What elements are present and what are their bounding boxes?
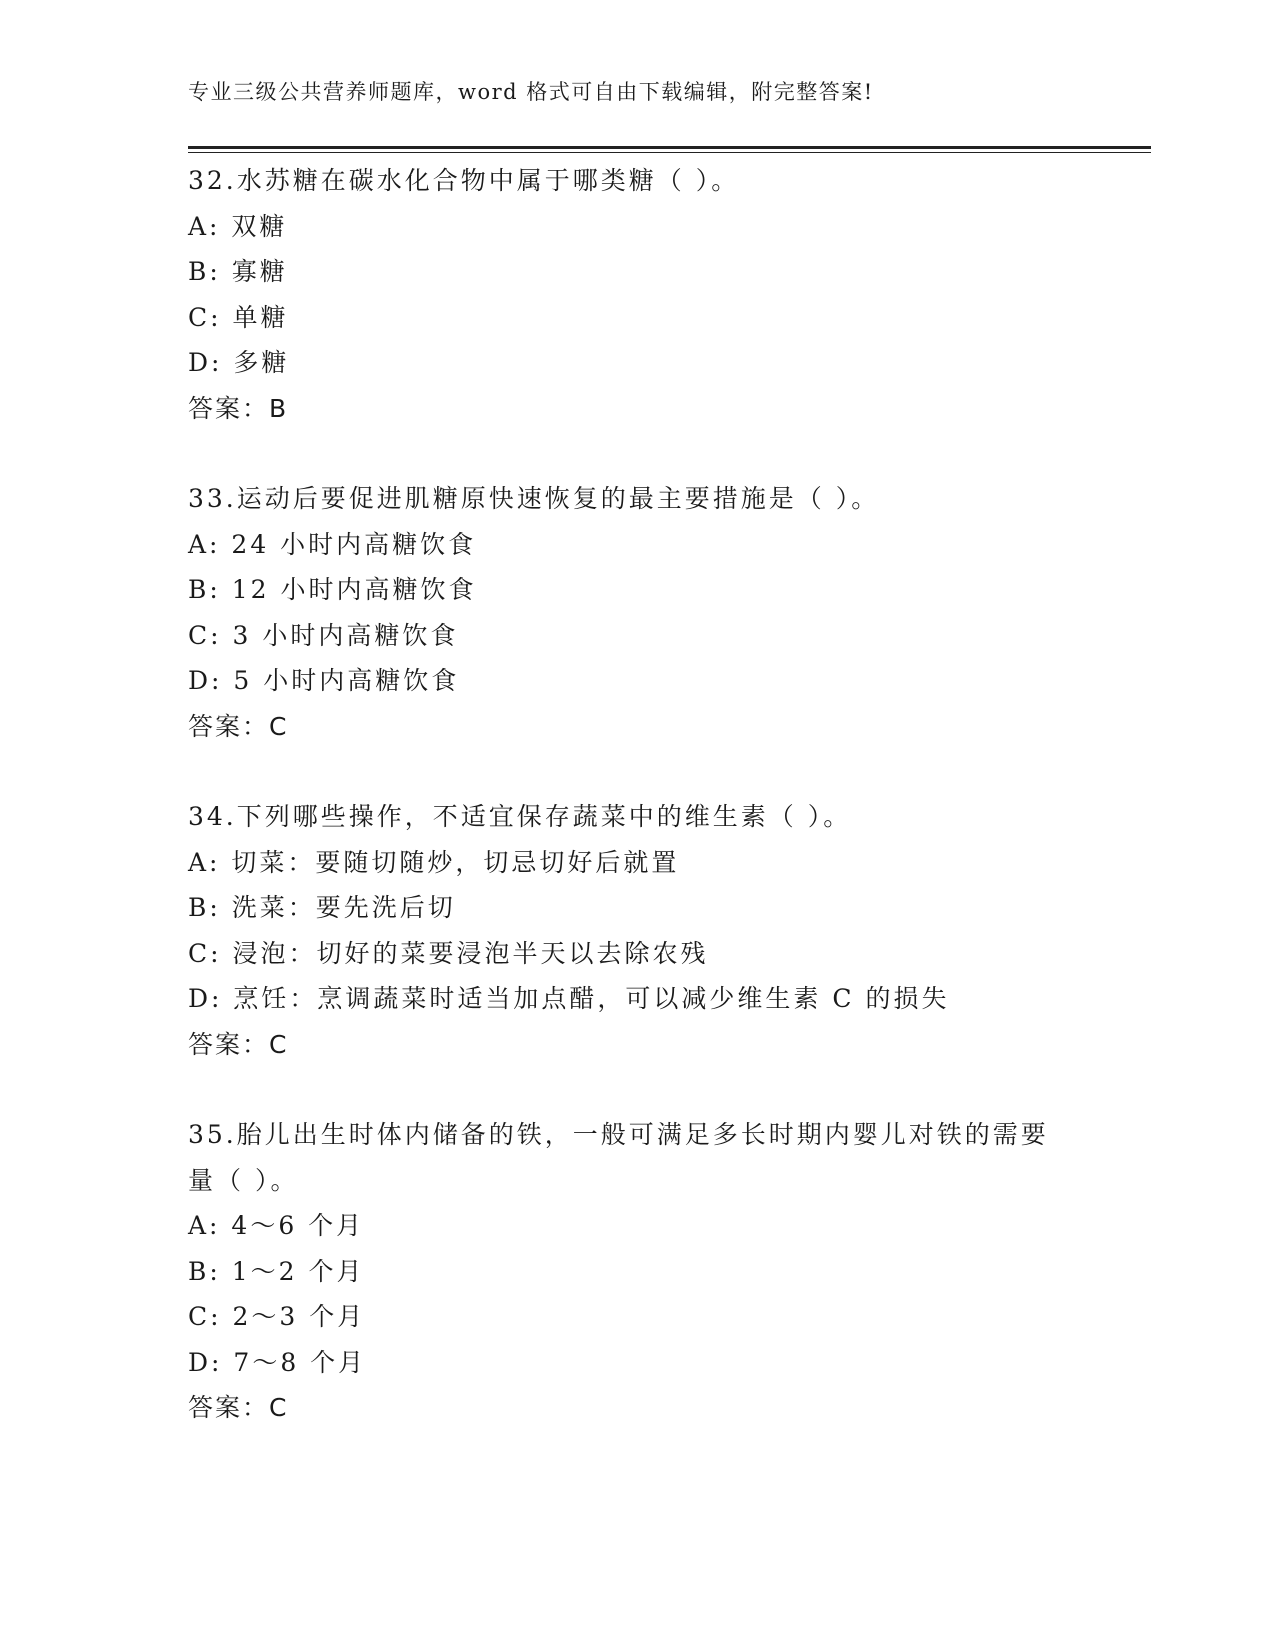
option-d: D: 多糖 — [188, 348, 290, 377]
question-stem: 35.胎儿出生时体内储备的铁，一般可满足多长时期内婴儿对铁的需要量（ ）。 — [188, 1120, 1049, 1195]
answer-label: 答案：C — [188, 1029, 289, 1059]
option-a: A: 切菜：要随切随炒，切忌切好后就置 — [188, 847, 680, 877]
option-a: A: 4～6 个月 — [188, 1211, 365, 1240]
option-c: C: 单糖 — [188, 302, 289, 332]
question-stem: 32.水苏糖在碳水化合物中属于哪类糖（ ）。 — [188, 166, 740, 195]
option-d: D: 7～8 个月 — [188, 1347, 367, 1377]
answer-label: 答案：C — [188, 711, 289, 741]
header-rule-thick — [188, 146, 1151, 149]
question-list — [188, 158, 1088, 1476]
option-c: C: 2～3 个月 — [188, 1302, 366, 1331]
option-b: B: 12 小时内高糖饮食 — [188, 575, 477, 604]
question-34 — [188, 794, 1088, 1067]
header-rule-thin — [188, 152, 1151, 153]
option-c: C: 浸泡：切好的菜要浸泡半天以去除农残 — [188, 938, 709, 968]
answer-label: 答案：C — [188, 1393, 289, 1422]
option-d: D: 烹饪：烹调蔬菜时适当加点醋，可以减少维生素 C 的损失 — [188, 984, 950, 1013]
question-stem: 34.下列哪些操作，不适宜保存蔬菜中的维生素（ ）。 — [188, 802, 852, 831]
option-a: A: 双糖 — [188, 211, 288, 241]
option-b: B: 1～2 个月 — [188, 1256, 365, 1286]
question-32 — [188, 158, 1088, 431]
page-header: 专业三级公共营养师题库，word 格式可自由下载编辑，附完整答案! — [188, 80, 874, 104]
question-33 — [188, 476, 1088, 749]
option-b: B: 洗菜：要先洗后切 — [188, 893, 456, 922]
answer-label: 答案：B — [188, 393, 289, 423]
question-35 — [188, 1112, 1088, 1431]
option-d: D: 5 小时内高糖饮食 — [188, 666, 460, 695]
option-b: B: 寡糖 — [188, 257, 288, 286]
option-a: A: 24 小时内高糖饮食 — [188, 529, 477, 559]
question-stem: 33.运动后要促进肌糖原快速恢复的最主要措施是（ ）。 — [188, 484, 880, 513]
option-c: C: 3 小时内高糖饮食 — [188, 620, 459, 650]
